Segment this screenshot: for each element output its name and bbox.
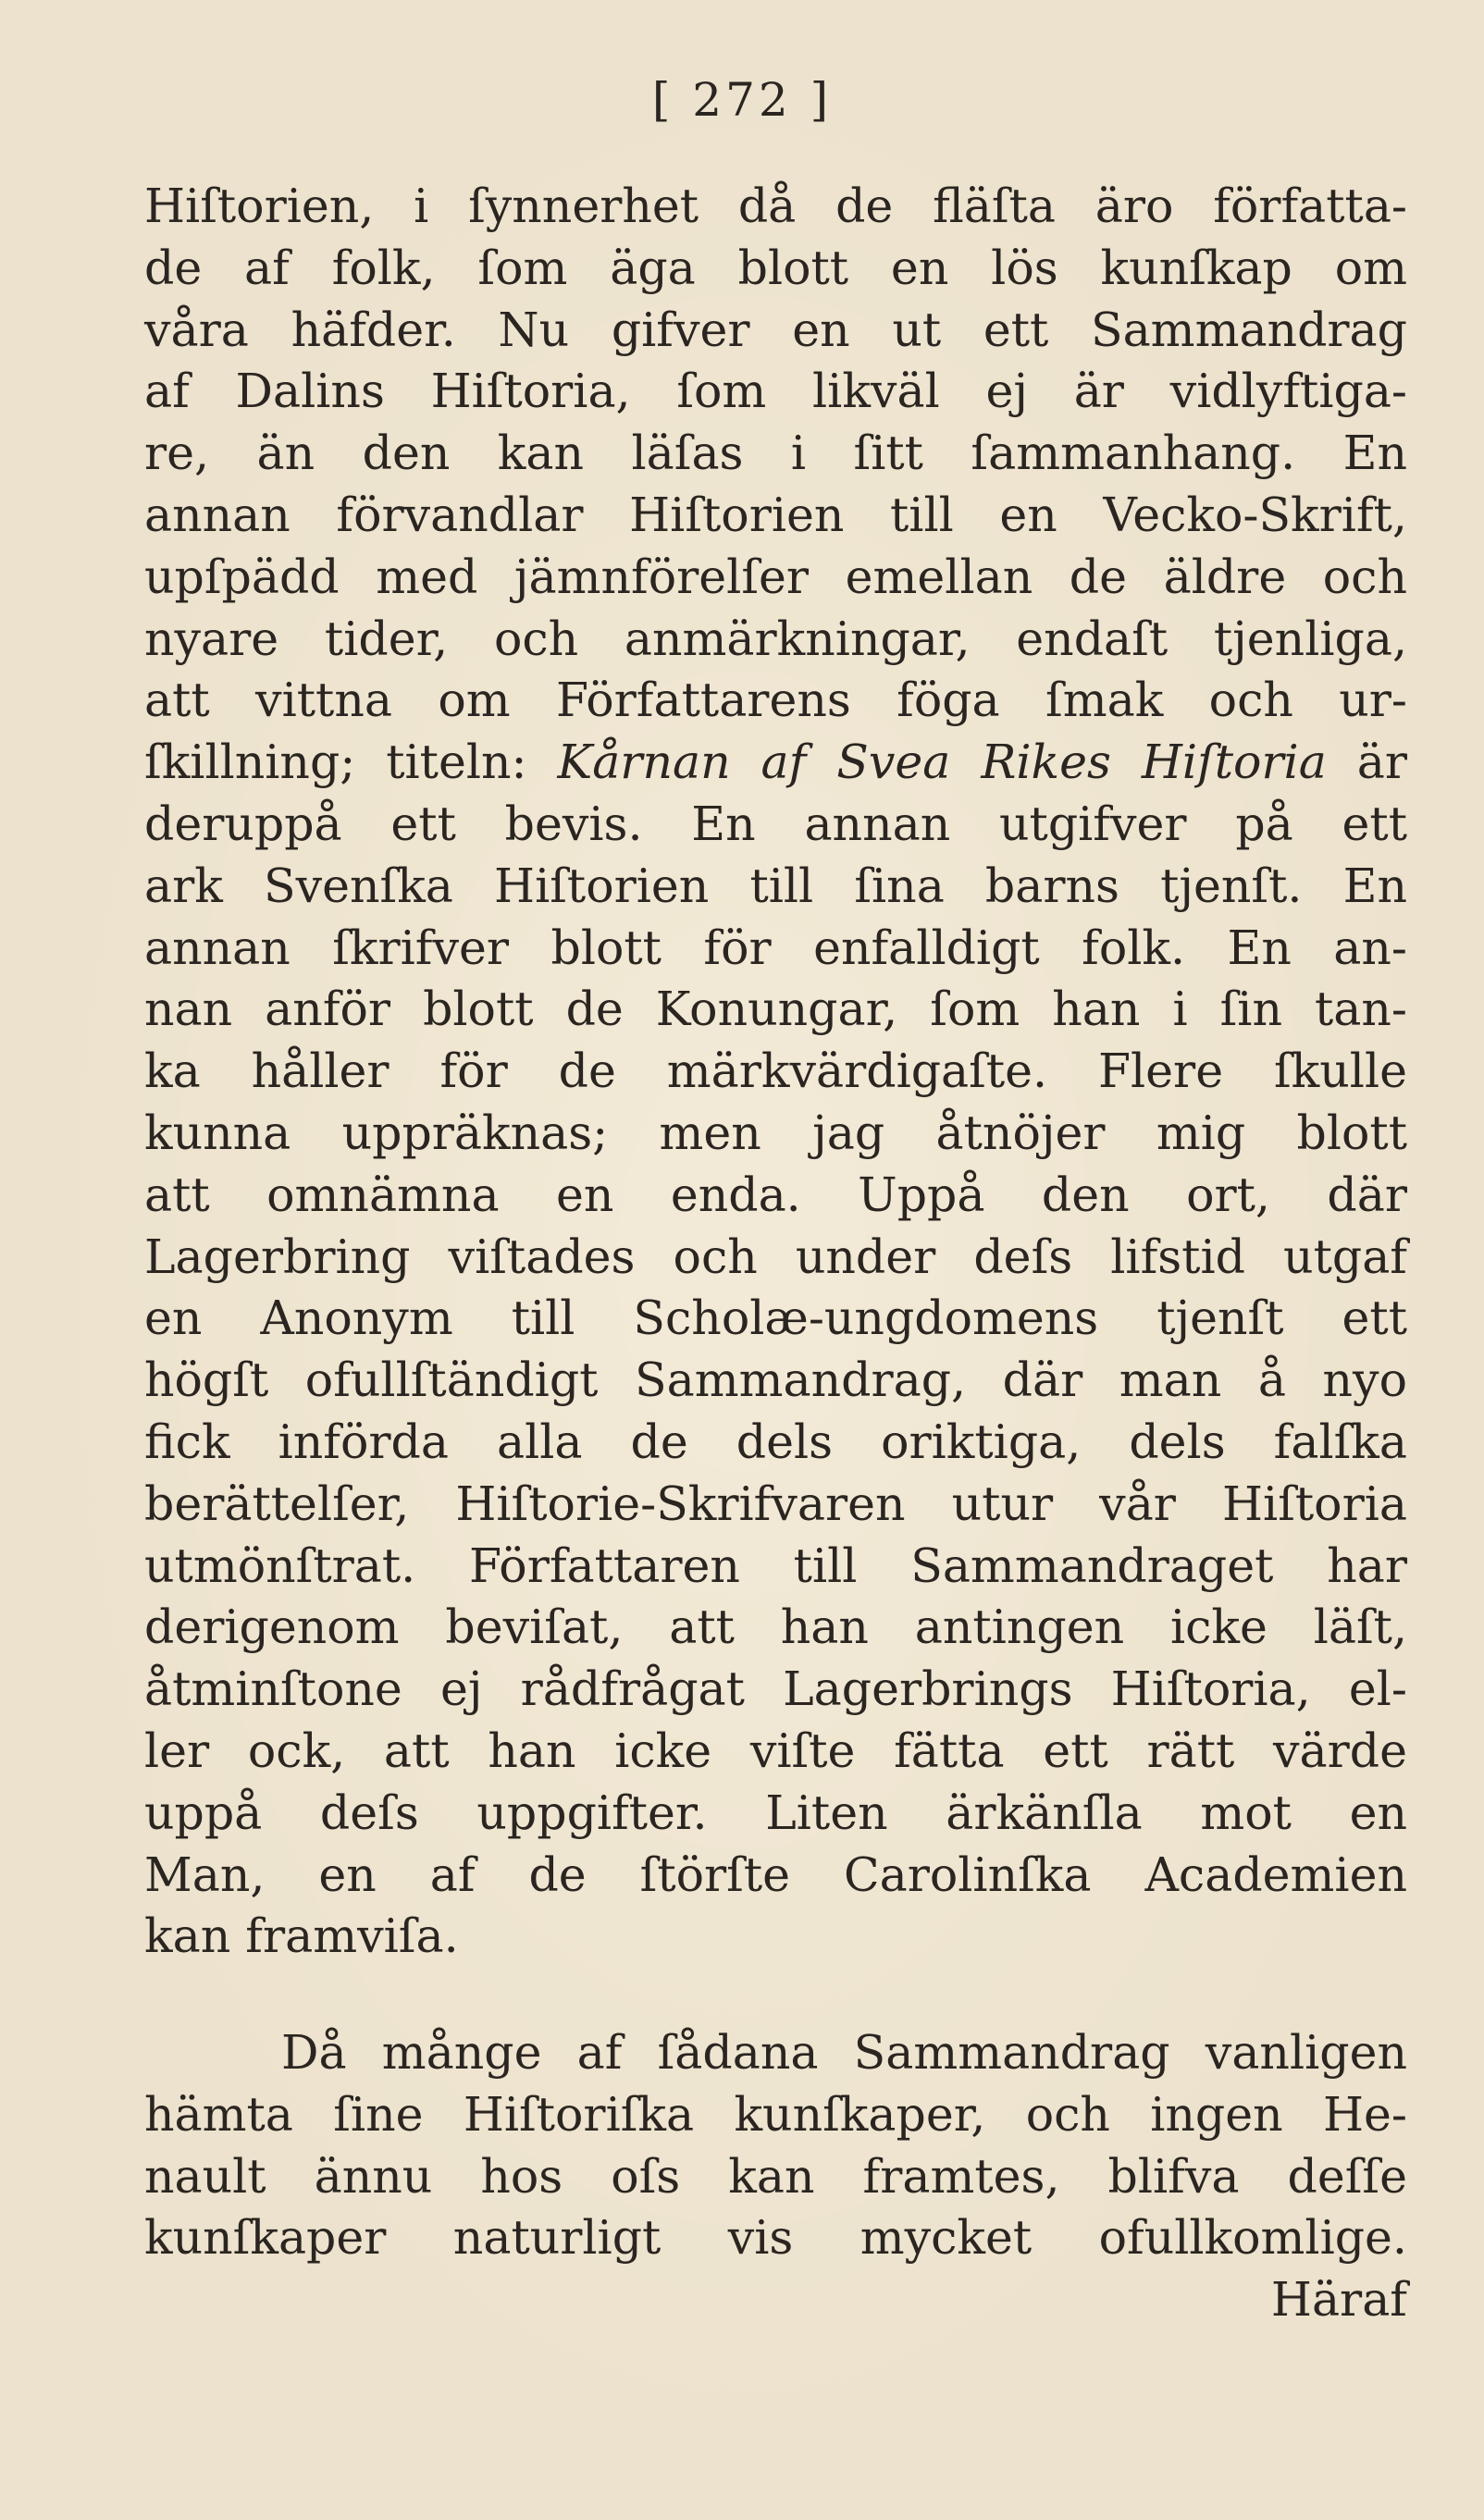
- text-line: kan framviſa.: [144, 1909, 459, 1964]
- text-line: re, än den kan läſas i ſitt ſammanhang. En: [144, 426, 1407, 481]
- book-title: Kårnan af Svea Rikes Hiſtoria: [557, 735, 1327, 790]
- text-line: våra häfder. Nu gifver en ut ett Sammandrag: [144, 302, 1407, 357]
- text-line: ler ock, att han icke viſte fätta ett rätt värde: [144, 1723, 1407, 1778]
- text-line: fick införda alla de dels oriktiga, dels falſka: [144, 1414, 1407, 1469]
- text-line: nault ännu hos oſs kan framtes, blifva deſſe: [144, 2148, 1407, 2204]
- catchword: Häraf: [1270, 2272, 1407, 2328]
- text-line: upſpädd med jämnförelſer emellan de äldre och: [144, 549, 1407, 604]
- text-line: Lagerbring viſtades och under deſs lifstid utgaf: [144, 1229, 1407, 1284]
- text-line: annan förvandlar Hiſtorien till en Vecko-Skrift,: [144, 487, 1407, 542]
- text-line: af Dalins Hiſtoria, ſom likväl ej är vidlyftiga-: [144, 364, 1407, 419]
- line-text-after: är: [1326, 735, 1407, 790]
- text-line-with-title: [144, 732, 1407, 794]
- text-line: ark Svenſka Hiſtorien till ſina barns tjenſt. En: [144, 858, 1407, 913]
- text-line: kunſkaper naturligt vis mycket ofullkomlige.: [144, 2210, 1407, 2266]
- text-line: annan ſkrifver blott för enfalldigt folk. En an-: [144, 920, 1407, 975]
- paragraph-2: [144, 2022, 1407, 2331]
- line-text-before: ſkillning; titeln:: [144, 735, 558, 790]
- text-line: Då månge af ſådana Sammandrag vanligen: [281, 2025, 1407, 2080]
- text-line: nan anför blott de Konungar, ſom han i ſin tan-: [144, 982, 1407, 1037]
- text-line: berättelſer, Hiſtorie-Skrifvaren utur vår Hiſtoria: [144, 1476, 1407, 1531]
- text-line: deruppå ett bevis. En annan utgifver på ett: [144, 796, 1407, 851]
- paragraph-1: [144, 176, 1407, 1968]
- text-line: de af folk, ſom äga blott en lös kunſkap om: [144, 240, 1407, 295]
- text-line: nyare tider, och anmärkningar, endaſt tjenliga,: [144, 611, 1407, 666]
- text-line: en Anonym till Scholæ-ungdomens tjenſt ett: [144, 1291, 1407, 1346]
- text-line: Hiſtorien, i ſynnerhet då de fläſta äro författa-: [144, 179, 1407, 233]
- text-line: uppå deſs uppgifter. Liten ärkänſla mot en: [144, 1785, 1407, 1840]
- text-line: utmönſtrat. Författaren till Sammandraget har: [144, 1538, 1407, 1593]
- text-line: hämta ſine Hiſtoriſka kunſkaper, och ingen He-: [144, 2086, 1407, 2142]
- text-line: högſt ofullſtändigt Sammandrag, där man å nyo: [144, 1353, 1407, 1408]
- text-line: derigenom beviſat, att han antingen icke läſt,: [144, 1600, 1407, 1655]
- text-line: Man, en af de ſtörſte Carolinſka Academien: [144, 1847, 1407, 1902]
- page-number: [ 272 ]: [651, 73, 833, 127]
- text-line: att vittna om Författarens föga ſmak och ur-: [144, 673, 1407, 728]
- text-line: ka håller för de märkvärdigaſte. Flere ſkulle: [144, 1044, 1407, 1099]
- text-line: kunna uppräknas; men jag åtnöjer mig blott: [144, 1105, 1407, 1160]
- text-line: att omnämna en enda. Uppå den ort, där: [144, 1167, 1407, 1222]
- text-line: åtminſtone ej rådfrågat Lagerbrings Hiſtoria, el-: [144, 1661, 1407, 1717]
